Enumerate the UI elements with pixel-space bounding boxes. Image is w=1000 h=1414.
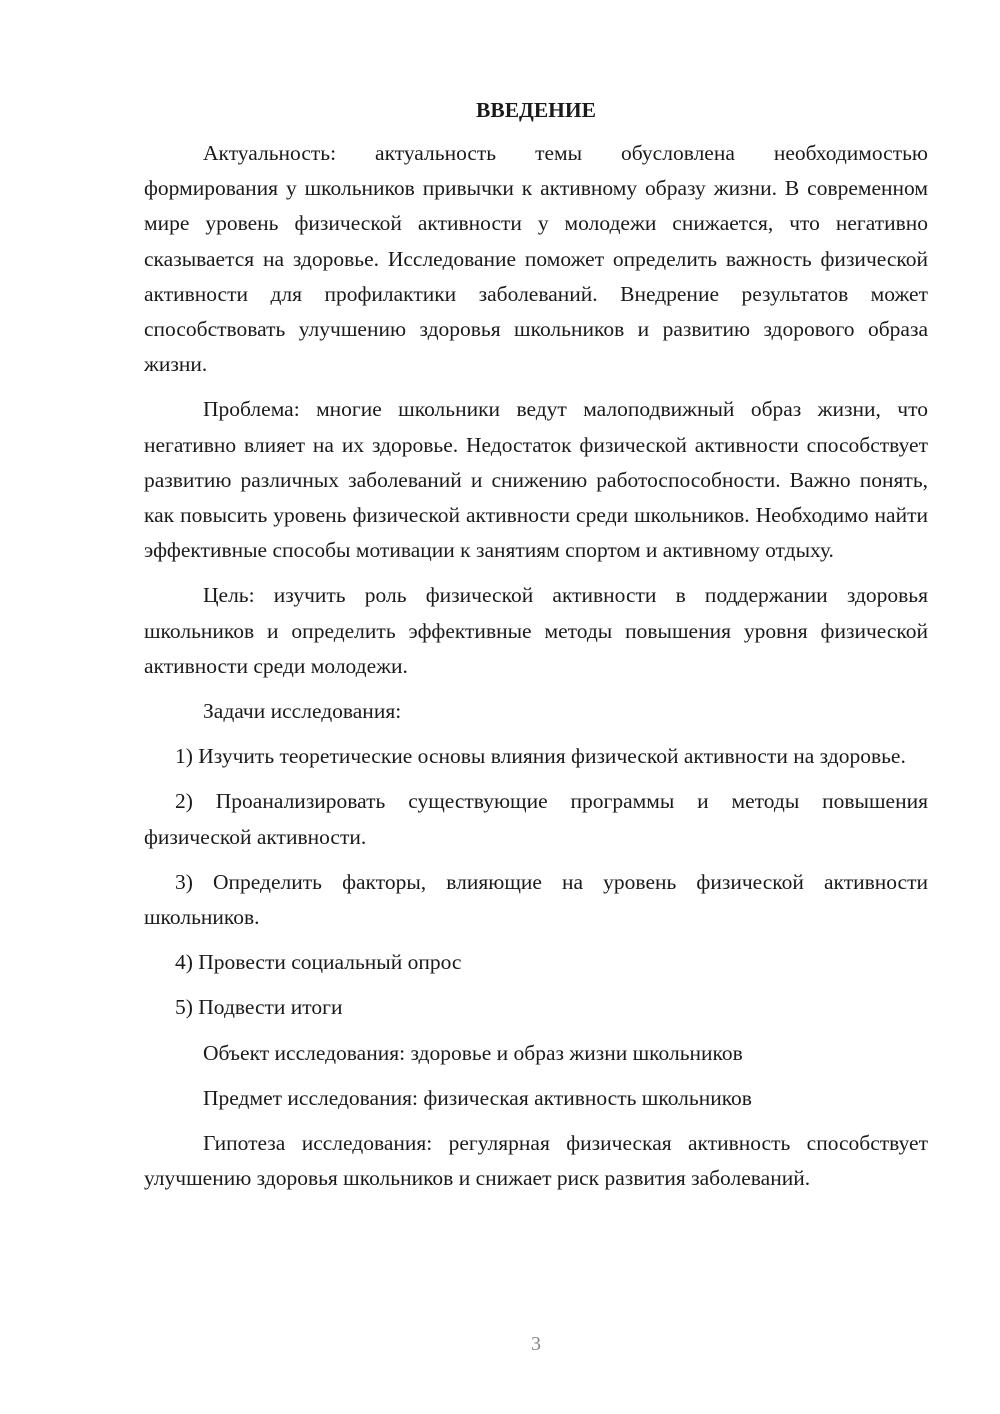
goal-paragraph: Цель: изучить роль физической активности в поддержании здоровья школьников и определить эффективные методы повышения уровня физической активности среди молодежи.: [144, 583, 928, 678]
page-number: 3: [531, 1333, 541, 1355]
task-item-2: 2) Проанализировать существующие программы и методы повышения физической активности.: [144, 789, 928, 849]
section-heading: ВВЕДЕНИЕ: [476, 98, 596, 122]
research-subject: Предмет исследования: физическая активность школьников: [203, 1085, 752, 1110]
problem-paragraph: Проблема: многие школьники ведут малоподвижный образ жизни, что негативно влияет на их здоровье. Недостаток физической активности способствует развитию различных заболеваний и снижению работоспособности. Важно понять, как повысить уровень физической активности среди школьников. Необходимо найти эффективные способы мотивации к занятиям спортом и активному отдыху.: [144, 397, 928, 563]
research-hypothesis: Гипотеза исследования: регулярная физическая активность способствует улучшению здоровья школьников и снижает риск развития заболеваний.: [144, 1131, 928, 1191]
document-body: [144, 93, 928, 1206]
task-item-5: 5) Подвести итоги: [175, 995, 343, 1020]
task-item-4: 4) Провести социальный опрос: [175, 950, 462, 975]
research-object: Объект исследования: здоровье и образ жизни школьников: [203, 1040, 743, 1065]
task-item-1: 1) Изучить теоретические основы влияния физической активности на здоровье.: [175, 744, 906, 769]
tasks-title: Задачи исследования:: [203, 699, 402, 724]
task-item-3: 3) Определить факторы, влияющие на уровень физической активности школьников.: [144, 869, 928, 930]
actuality-paragraph: Актуальность: актуальность темы обусловлена необходимостью формирования у школьников привычки к активному образу жизни. В современном мире уровень физической активности у молодежи снижается, что негативно сказывается на здоровье. Исследование поможет определить важность физической активности для профилактики заболеваний. Внедрение результатов может способствовать улучшению здоровья школьников и развитию здорового образа жизни.: [144, 141, 928, 377]
